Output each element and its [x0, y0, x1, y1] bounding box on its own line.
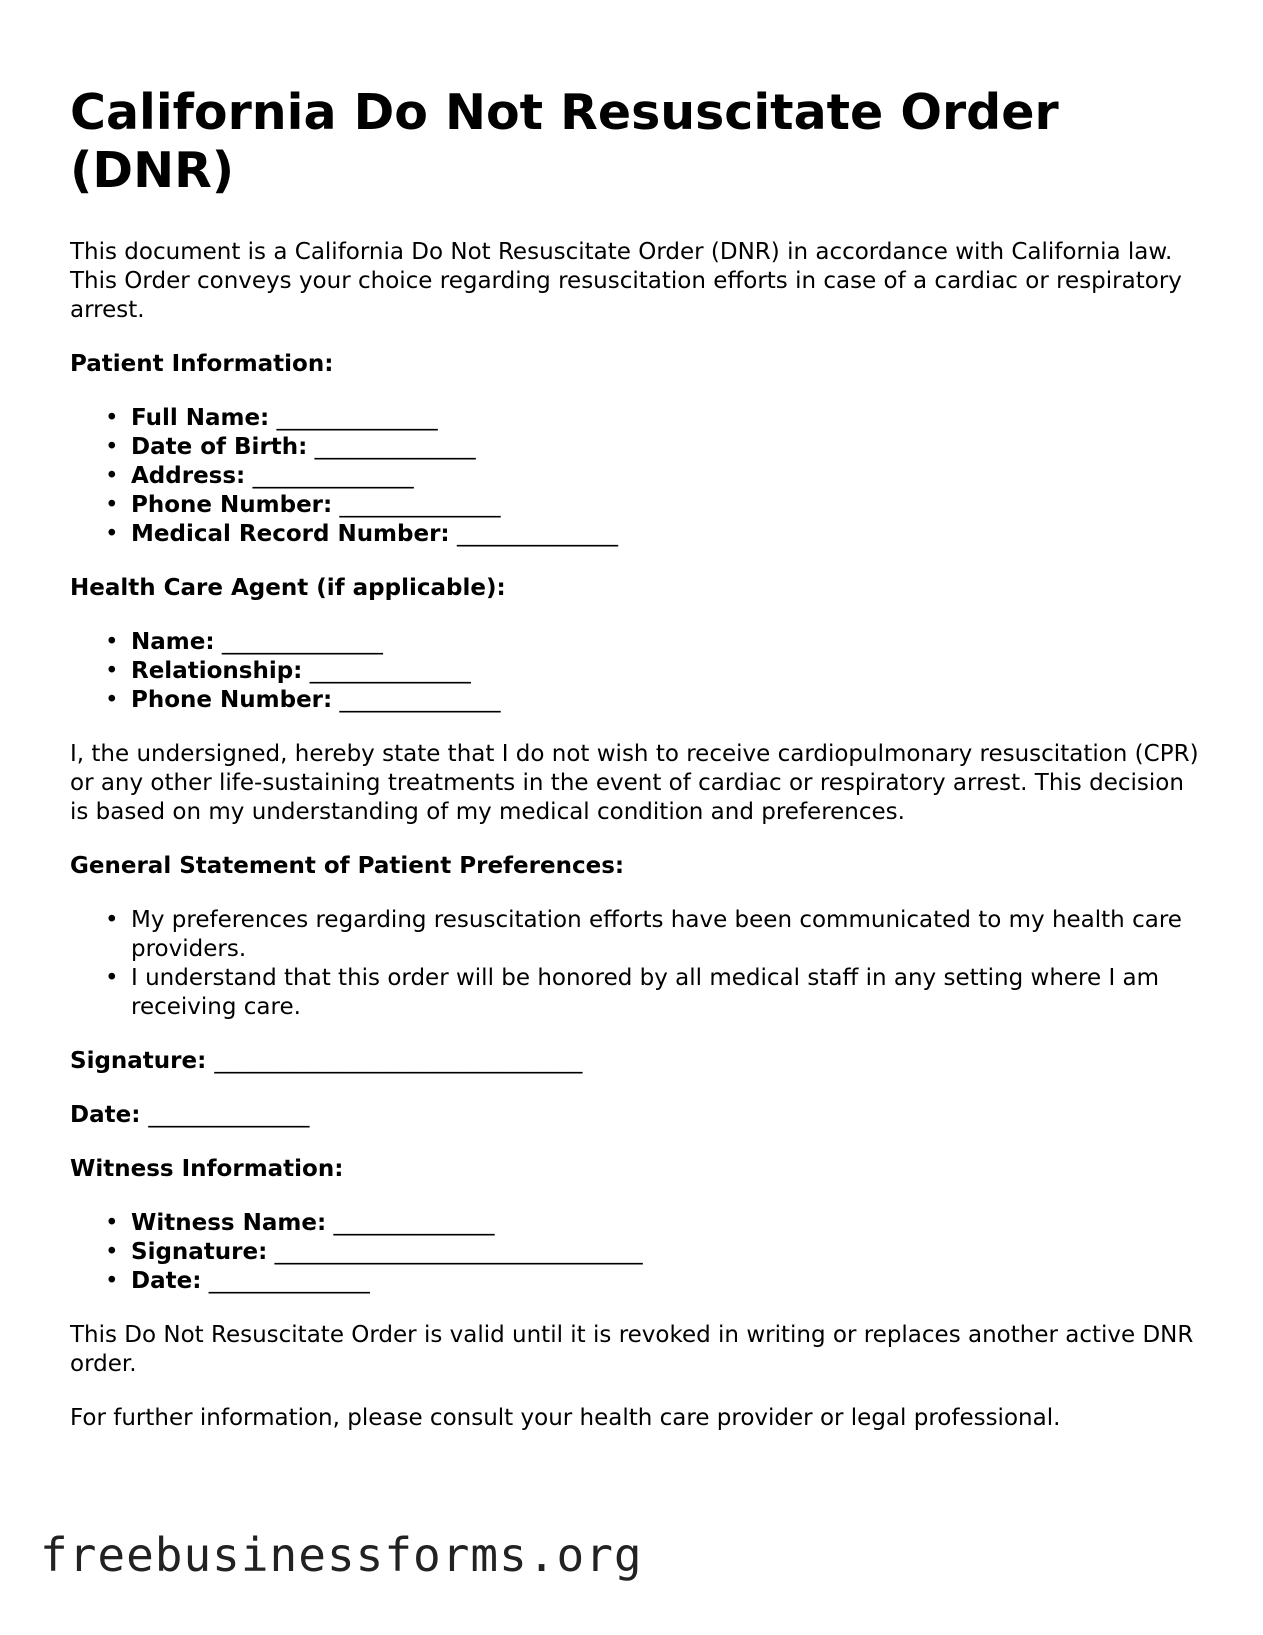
- signature-blank[interactable]: ________________________________: [214, 1048, 583, 1074]
- witness-info-heading: Witness Information:: [70, 1156, 344, 1182]
- field-label: Medical Record Number:: [131, 521, 450, 547]
- witness-name-blank[interactable]: ______________: [333, 1210, 495, 1236]
- list-item: [131, 404, 1200, 433]
- list-item: [131, 657, 1200, 686]
- document-title: California Do Not Resuscitate Order (DNR): [70, 84, 1059, 199]
- date-line: [70, 1101, 1200, 1130]
- witness-date-blank[interactable]: ______________: [208, 1268, 370, 1294]
- closing-paragraph: For further information, please consult your health care provider or legal professional.: [70, 1405, 1061, 1431]
- list-item: • I understand that this order will be honored by all medical staff in any setting where I am receiving care.: [131, 964, 1200, 1022]
- witness-info-list: [70, 1209, 1200, 1296]
- field-label: Address:: [131, 463, 246, 489]
- witness-signature-blank[interactable]: ________________________________: [274, 1239, 643, 1265]
- list-item: [131, 1209, 1200, 1238]
- preferences-list: [70, 906, 1200, 1022]
- list-item: [131, 628, 1200, 657]
- signature-line: [70, 1047, 1200, 1076]
- address-blank[interactable]: ______________: [252, 463, 414, 489]
- agent-name-blank[interactable]: ______________: [221, 629, 383, 655]
- statement-paragraph: I, the undersigned, hereby state that I do not wish to receive cardiopulmonary resuscitation (CPR) or any other life-sustaining treatments in the event of cardiac or respiratory arrest. This decision is based on my understanding of my medical condition and preferences.: [70, 741, 1199, 825]
- field-label: Phone Number:: [131, 492, 333, 518]
- date-blank[interactable]: ______________: [148, 1102, 310, 1128]
- agent-info-heading: Health Care Agent (if applicable):: [70, 575, 506, 601]
- agent-phone-blank[interactable]: ______________: [339, 687, 501, 713]
- list-item: • My preferences regarding resuscitation efforts have been communicated to my health care providers.: [131, 906, 1200, 964]
- list-item: [131, 1238, 1200, 1267]
- preferences-heading: General Statement of Patient Preferences:: [70, 853, 625, 879]
- phone-number-blank[interactable]: ______________: [339, 492, 501, 518]
- list-item: [131, 520, 1200, 549]
- agent-relationship-blank[interactable]: ______________: [309, 658, 471, 684]
- date-of-birth-blank[interactable]: ______________: [314, 434, 476, 460]
- medical-record-number-blank[interactable]: ______________: [456, 521, 618, 547]
- validity-paragraph: This Do Not Resuscitate Order is valid until it is revoked in writing or replaces another active DNR order.: [70, 1322, 1194, 1377]
- list-item: [131, 686, 1200, 715]
- field-label: Signature:: [131, 1239, 268, 1265]
- signature-label: Signature:: [70, 1048, 207, 1074]
- date-label: Date:: [70, 1102, 141, 1128]
- field-label: Date:: [131, 1268, 202, 1294]
- field-label: Witness Name:: [131, 1210, 327, 1236]
- field-label: Relationship:: [131, 658, 303, 684]
- patient-info-heading: Patient Information:: [70, 351, 334, 377]
- patient-info-list: [70, 404, 1200, 549]
- field-label: Full Name:: [131, 405, 270, 431]
- list-item: [131, 491, 1200, 520]
- list-item: [131, 433, 1200, 462]
- field-label: Date of Birth:: [131, 434, 308, 460]
- intro-paragraph: This document is a California Do Not Resuscitate Order (DNR) in accordance with California law. This Order conveys your choice regarding resuscitation efforts in case of a cardiac or respiratory arrest.: [70, 239, 1182, 323]
- field-label: Name:: [131, 629, 215, 655]
- list-item: [131, 1267, 1200, 1296]
- footer-brand-watermark: freebusinessforms.org: [40, 1528, 643, 1582]
- full-name-blank[interactable]: ______________: [276, 405, 438, 431]
- field-label: Phone Number:: [131, 687, 333, 713]
- agent-info-list: [70, 628, 1200, 715]
- document-page: [70, 84, 1200, 1458]
- list-item: [131, 462, 1200, 491]
